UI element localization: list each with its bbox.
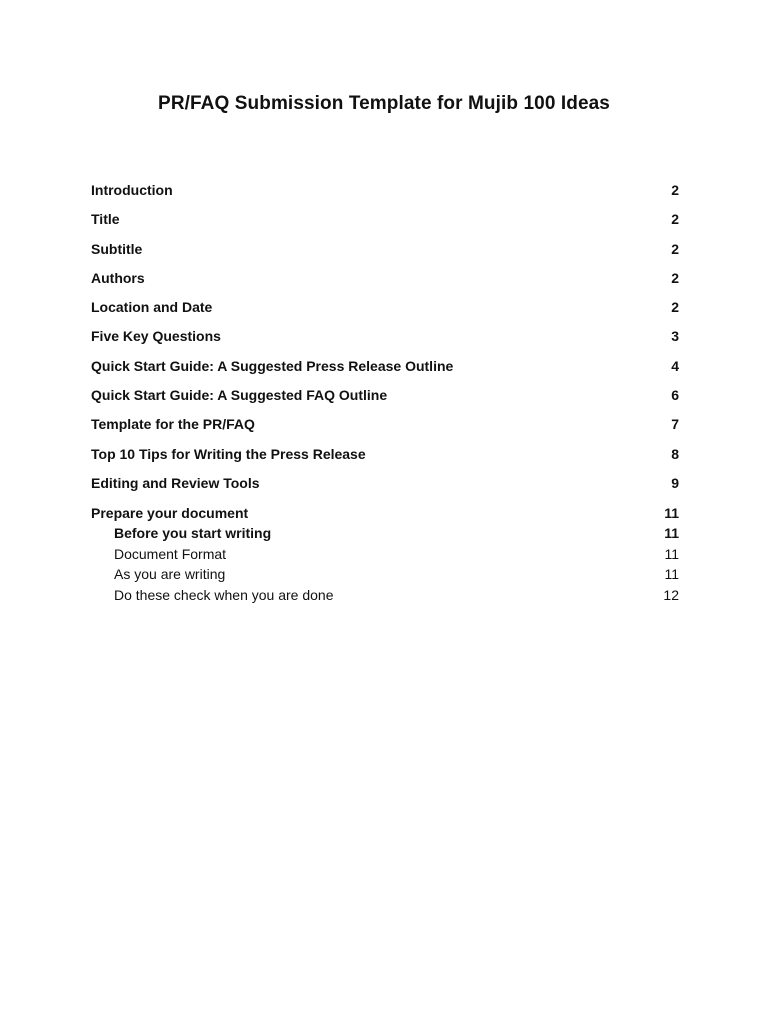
toc-entry-label: Quick Start Guide: A Suggested FAQ Outline [91,387,388,404]
toc-entry-title[interactable] [91,209,679,238]
toc-entry-label: Do these check when you are done [114,586,334,603]
toc-entry-page: 2 [671,269,679,286]
toc-entry-page: 7 [671,416,679,433]
toc-entry-faq-outline[interactable] [91,385,679,414]
toc-entry-page: 2 [671,299,679,316]
toc-entry-label: Subtitle [91,240,143,257]
toc-subentry-document-format[interactable] [91,544,679,565]
toc-entry-label: As you are writing [114,566,226,583]
toc-entry-page: 2 [671,182,679,198]
toc-entry-label: Prepare your document [91,505,249,522]
toc-entry-page: 11 [664,566,679,583]
toc-entry-label: Template for the PR/FAQ [91,416,255,433]
toc-entry-page: 2 [671,240,679,257]
toc-entry-introduction[interactable] [91,180,679,209]
toc-entry-label: Five Key Questions [91,328,221,345]
toc-entry-page: 9 [671,474,679,491]
toc-entry-page: 2 [671,211,679,228]
toc-entry-editing-tools[interactable] [91,473,679,502]
toc-entry-location-and-date[interactable] [91,297,679,326]
toc-subentry-final-checks[interactable] [91,585,679,606]
toc-entry-label: Location and Date [91,299,213,316]
toc-entry-five-key-questions[interactable] [91,326,679,355]
toc-entry-label: Document Format [114,545,227,562]
toc-entry-page: 11 [664,505,679,522]
toc-entry-label: Before you start writing [114,525,272,542]
toc-subentry-before-writing[interactable] [91,523,679,544]
toc-entry-page: 3 [671,328,679,345]
toc-entry-pr-outline[interactable] [91,356,679,385]
document-title: PR/FAQ Submission Template for Mujib 100 Ideas [158,93,610,114]
toc-entry-page: 12 [663,586,679,603]
table-of-contents [91,180,679,605]
toc-entry-label: Quick Start Guide: A Suggested Press Release Outline [91,357,454,374]
toc-entry-template[interactable] [91,414,679,443]
toc-entry-page: 4 [671,357,679,374]
toc-entry-label: Title [91,211,120,228]
toc-entry-authors[interactable] [91,268,679,297]
toc-entry-label: Authors [91,269,145,286]
toc-entry-prepare-document[interactable] [91,503,679,523]
toc-entry-label: Editing and Review Tools [91,474,260,491]
toc-entry-page: 11 [664,525,679,542]
toc-subentry-as-you-write[interactable] [91,564,679,585]
toc-entry-page: 6 [671,387,679,404]
toc-entry-top-10-tips[interactable] [91,444,679,473]
toc-entry-page: 8 [671,445,679,462]
toc-entry-subtitle[interactable] [91,239,679,268]
toc-entry-page: 11 [664,545,679,562]
toc-entry-label: Introduction [91,182,173,198]
toc-entry-label: Top 10 Tips for Writing the Press Release [91,445,366,462]
